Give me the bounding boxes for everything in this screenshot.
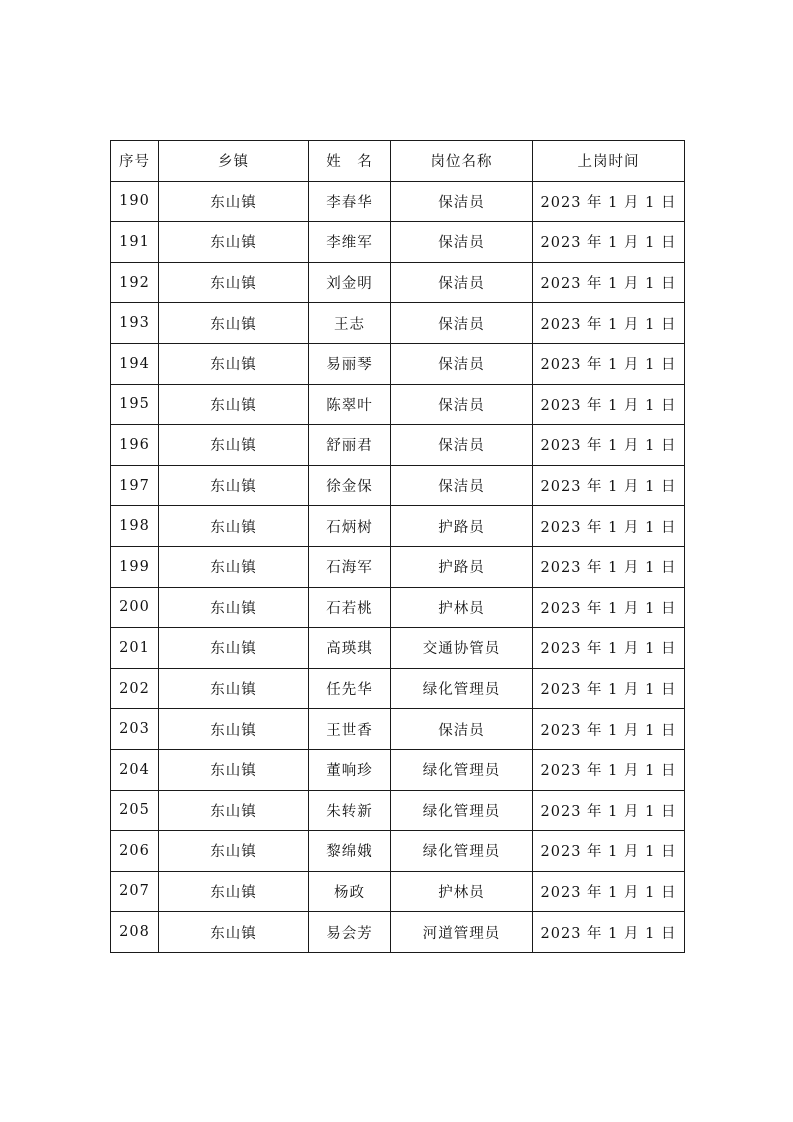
- cell-start-date: 2023 年 1 月 1 日: [533, 709, 685, 750]
- cell-name: 石若桃: [309, 587, 391, 628]
- cell-post-title: 护路员: [391, 546, 533, 587]
- table-row: [111, 222, 685, 263]
- table-row: [111, 871, 685, 912]
- cell-township: 东山镇: [159, 912, 309, 953]
- cell-start-date: 2023 年 1 月 1 日: [533, 749, 685, 790]
- cell-serial-number: 206: [111, 831, 159, 872]
- cell-township: 东山镇: [159, 790, 309, 831]
- table-row: [111, 790, 685, 831]
- cell-serial-number: 197: [111, 465, 159, 506]
- cell-start-date: 2023 年 1 月 1 日: [533, 425, 685, 466]
- header-start-date: 上岗时间: [533, 141, 685, 182]
- cell-name: 李维军: [309, 222, 391, 263]
- table-row: [111, 425, 685, 466]
- cell-serial-number: 198: [111, 506, 159, 547]
- cell-start-date: 2023 年 1 月 1 日: [533, 912, 685, 953]
- cell-start-date: 2023 年 1 月 1 日: [533, 831, 685, 872]
- table-row: [111, 384, 685, 425]
- table-row: [111, 749, 685, 790]
- cell-start-date: 2023 年 1 月 1 日: [533, 465, 685, 506]
- cell-name: 石海军: [309, 546, 391, 587]
- cell-post-title: 绿化管理员: [391, 668, 533, 709]
- cell-township: 东山镇: [159, 262, 309, 303]
- cell-serial-number: 208: [111, 912, 159, 953]
- table-row: [111, 709, 685, 750]
- cell-post-title: 护路员: [391, 506, 533, 547]
- cell-name: 高瑛琪: [309, 628, 391, 669]
- table-row: [111, 587, 685, 628]
- cell-post-title: 保洁员: [391, 709, 533, 750]
- table-row: [111, 343, 685, 384]
- cell-township: 东山镇: [159, 831, 309, 872]
- cell-name: 任先华: [309, 668, 391, 709]
- cell-start-date: 2023 年 1 月 1 日: [533, 222, 685, 263]
- cell-township: 东山镇: [159, 749, 309, 790]
- cell-serial-number: 203: [111, 709, 159, 750]
- cell-post-title: 绿化管理员: [391, 790, 533, 831]
- cell-name: 王志: [309, 303, 391, 344]
- cell-name: 朱转新: [309, 790, 391, 831]
- cell-township: 东山镇: [159, 587, 309, 628]
- header-row: [111, 141, 685, 182]
- cell-township: 东山镇: [159, 628, 309, 669]
- table-row: [111, 546, 685, 587]
- table-row: [111, 465, 685, 506]
- cell-start-date: 2023 年 1 月 1 日: [533, 871, 685, 912]
- cell-township: 东山镇: [159, 425, 309, 466]
- cell-serial-number: 200: [111, 587, 159, 628]
- cell-start-date: 2023 年 1 月 1 日: [533, 181, 685, 222]
- cell-township: 东山镇: [159, 303, 309, 344]
- cell-serial-number: 207: [111, 871, 159, 912]
- cell-start-date: 2023 年 1 月 1 日: [533, 587, 685, 628]
- cell-name: 王世香: [309, 709, 391, 750]
- cell-serial-number: 201: [111, 628, 159, 669]
- table-row: [111, 506, 685, 547]
- cell-name: 陈翠叶: [309, 384, 391, 425]
- cell-serial-number: 202: [111, 668, 159, 709]
- cell-serial-number: 196: [111, 425, 159, 466]
- cell-name: 石炳树: [309, 506, 391, 547]
- cell-start-date: 2023 年 1 月 1 日: [533, 668, 685, 709]
- cell-start-date: 2023 年 1 月 1 日: [533, 790, 685, 831]
- cell-post-title: 保洁员: [391, 181, 533, 222]
- header-township: 乡镇: [159, 141, 309, 182]
- cell-start-date: 2023 年 1 月 1 日: [533, 262, 685, 303]
- cell-name: 董响珍: [309, 749, 391, 790]
- cell-post-title: 河道管理员: [391, 912, 533, 953]
- table-row: [111, 181, 685, 222]
- cell-serial-number: 191: [111, 222, 159, 263]
- cell-name: 舒丽君: [309, 425, 391, 466]
- cell-name: 易丽琴: [309, 343, 391, 384]
- table-row: [111, 831, 685, 872]
- cell-post-title: 绿化管理员: [391, 831, 533, 872]
- cell-name: 黎绵娥: [309, 831, 391, 872]
- cell-post-title: 保洁员: [391, 262, 533, 303]
- cell-serial-number: 194: [111, 343, 159, 384]
- cell-serial-number: 193: [111, 303, 159, 344]
- cell-township: 东山镇: [159, 465, 309, 506]
- cell-start-date: 2023 年 1 月 1 日: [533, 343, 685, 384]
- cell-township: 东山镇: [159, 384, 309, 425]
- cell-township: 东山镇: [159, 506, 309, 547]
- cell-start-date: 2023 年 1 月 1 日: [533, 506, 685, 547]
- cell-post-title: 保洁员: [391, 465, 533, 506]
- cell-post-title: 护林员: [391, 587, 533, 628]
- cell-township: 东山镇: [159, 222, 309, 263]
- cell-township: 东山镇: [159, 668, 309, 709]
- cell-post-title: 保洁员: [391, 222, 533, 263]
- cell-post-title: 绿化管理员: [391, 749, 533, 790]
- cell-serial-number: 195: [111, 384, 159, 425]
- cell-township: 东山镇: [159, 343, 309, 384]
- cell-serial-number: 204: [111, 749, 159, 790]
- cell-post-title: 交通协管员: [391, 628, 533, 669]
- cell-name: 李春华: [309, 181, 391, 222]
- table-row: [111, 628, 685, 669]
- cell-start-date: 2023 年 1 月 1 日: [533, 546, 685, 587]
- table-body: [111, 181, 685, 952]
- personnel-table: [110, 140, 685, 953]
- cell-township: 东山镇: [159, 709, 309, 750]
- cell-start-date: 2023 年 1 月 1 日: [533, 628, 685, 669]
- cell-serial-number: 199: [111, 546, 159, 587]
- table-row: [111, 668, 685, 709]
- cell-post-title: 保洁员: [391, 303, 533, 344]
- cell-post-title: 保洁员: [391, 384, 533, 425]
- cell-township: 东山镇: [159, 546, 309, 587]
- table-row: [111, 303, 685, 344]
- cell-township: 东山镇: [159, 871, 309, 912]
- cell-name: 易会芳: [309, 912, 391, 953]
- cell-post-title: 保洁员: [391, 425, 533, 466]
- header-post-title: 岗位名称: [391, 141, 533, 182]
- header-name: 姓 名: [309, 141, 391, 182]
- cell-township: 东山镇: [159, 181, 309, 222]
- cell-serial-number: 192: [111, 262, 159, 303]
- cell-name: 徐金保: [309, 465, 391, 506]
- cell-name: 杨政: [309, 871, 391, 912]
- cell-name: 刘金明: [309, 262, 391, 303]
- table-row: [111, 262, 685, 303]
- cell-post-title: 护林员: [391, 871, 533, 912]
- cell-start-date: 2023 年 1 月 1 日: [533, 303, 685, 344]
- table-header: [111, 141, 685, 182]
- cell-serial-number: 190: [111, 181, 159, 222]
- cell-start-date: 2023 年 1 月 1 日: [533, 384, 685, 425]
- table-row: [111, 912, 685, 953]
- cell-serial-number: 205: [111, 790, 159, 831]
- header-serial-number: 序号: [111, 141, 159, 182]
- cell-post-title: 保洁员: [391, 343, 533, 384]
